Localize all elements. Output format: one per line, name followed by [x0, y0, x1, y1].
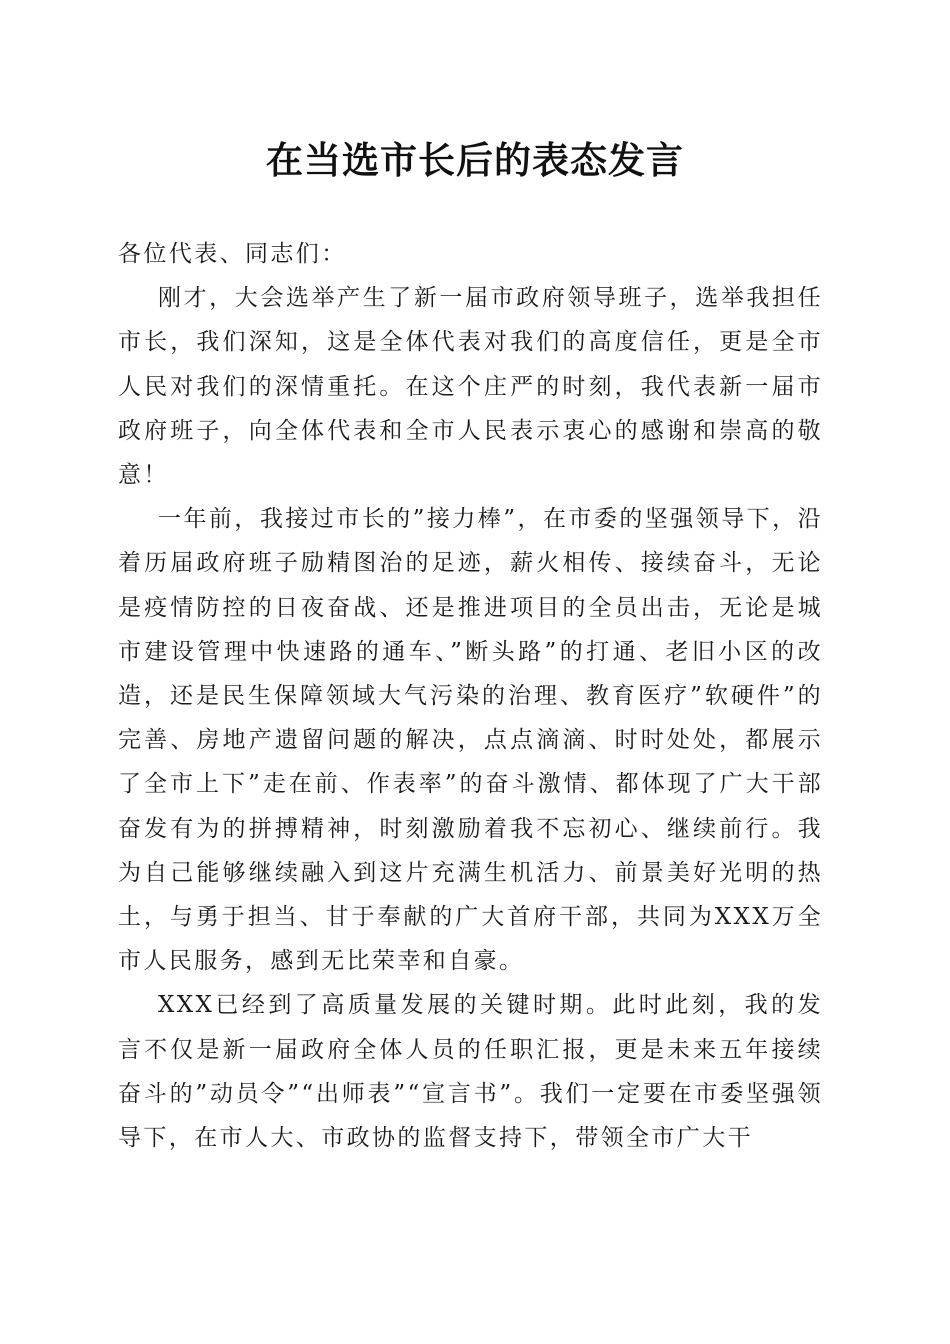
document-body	[118, 232, 823, 1160]
paragraph-2: 一年前，我接过市长的”接力棒”，在市委的坚强领导下，沿着历届政府班子励精图治的足迹，薪火相传、接续奋斗，无论是疫情防控的日夜奋战、还是推进项目的全员出击，无论是城市建设管理中快速路的通车、”断头路”的打通、老旧小区的改造，还是民生保障领域大气污染的治理、教育医疗”软硬件”的完善、房地产遗留问题的解决，点点滴滴、时时处处，都展示了全市上下”走在前、作表率”的奋斗激情、都体现了广大干部奋发有为的拼搏精神，时刻激励着我不忘初心、继续前行。我为自己能够继续融入到这片充满生机活力、前景美好光明的热土，与勇于担当、甘于奉献的广大首府干部，共同为XXX万全市人民服务，感到无比荣幸和自豪。	[118, 506, 823, 975]
paragraph-3: XXX已经到了高质量发展的关键时期。此时此刻，我的发言不仅是新一届政府全体人员的任职汇报，更是未来五年接续奋斗的”动员令”“出师表”“宣言书”。我们一定要在市委坚强领导下，在市人大、市政协的监督支持下，带领全市广大干	[118, 992, 823, 1152]
document-title: 在当选市长后的表态发言	[266, 138, 684, 182]
salutation: 各位代表、同志们：	[118, 241, 347, 267]
paragraph-1: 刚才，大会选举产生了新一届市政府领导班子，选举我担任市长，我们深知，这是全体代表对我们的高度信任，更是全市人民对我们的深情重托。在这个庄严的时刻，我代表新一届市政府班子，向全体代表和全市人民表示衷心的感谢和崇高的敬意！	[118, 285, 823, 489]
